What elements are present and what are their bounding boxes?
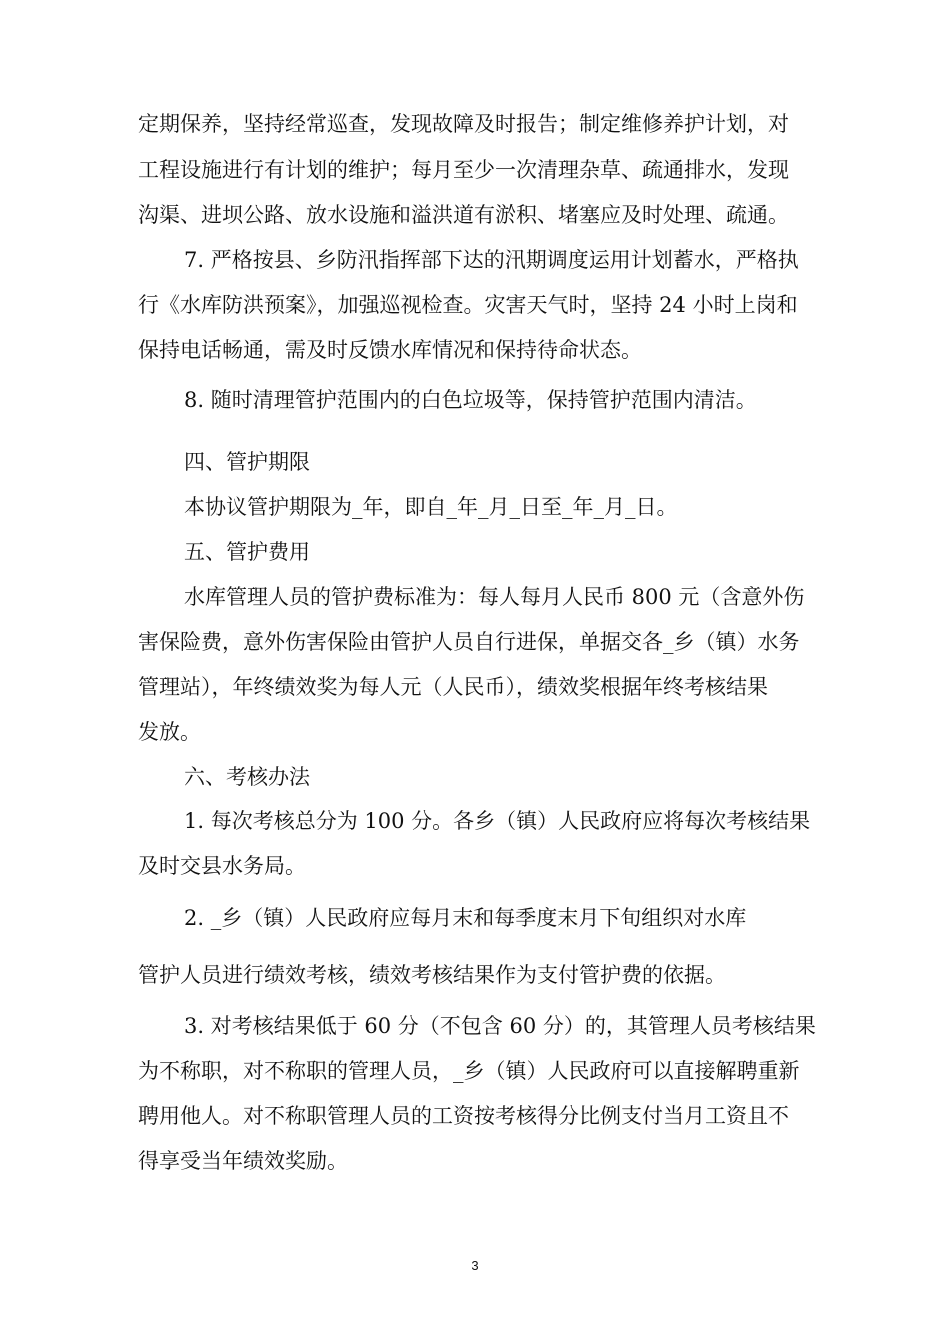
text-line: 沟渠、进坝公路、放水设施和溢洪道有淤积、堵塞应及时处理、疏通。	[138, 203, 789, 227]
text-line: 害保险费，意外伤害保险由管护人员自行进保，单据交各_乡（镇）水务	[138, 630, 800, 654]
page-number: 3	[471, 1258, 479, 1273]
section-heading: 四、管护期限	[184, 450, 310, 474]
text-line: 定期保养，坚持经常巡查，发现故障及时报告；制定维修养护计划，对	[138, 112, 789, 136]
text-line: 管护人员进行绩效考核，绩效考核结果作为支付管护费的依据。	[138, 963, 726, 987]
text-line: 保持电话畅通，需及时反馈水库情况和保持待命状态。	[138, 338, 642, 362]
text-line: 本协议管护期限为_年，即自_年_月_日至_年_月_日。	[184, 495, 678, 519]
text-line: 3. 对考核结果低于 60 分（不包含 60 分）的，其管理人员考核结果	[184, 1014, 816, 1038]
section-heading: 五、管护费用	[184, 540, 310, 564]
text-line: 7. 严格按县、乡防汛指挥部下达的汛期调度运用计划蓄水，严格执	[184, 248, 799, 272]
text-line: 发放。	[138, 720, 201, 744]
text-line: 聘用他人。对不称职管理人员的工资按考核得分比例支付当月工资且不	[138, 1104, 789, 1128]
text-line: 为不称职，对不称职的管理人员，_乡（镇）人民政府可以直接解聘重新	[138, 1059, 800, 1083]
text-line: 1. 每次考核总分为 100 分。各乡（镇）人民政府应将每次考核结果	[184, 809, 811, 833]
text-line: 行《水库防洪预案》，加强巡视检查。灾害天气时，坚持 24 小时上岗和	[138, 293, 798, 317]
section-heading: 六、考核办法	[184, 765, 310, 789]
text-line: 管理站），年终绩效奖为每人元（人民币），绩效奖根据年终考核结果	[138, 675, 768, 699]
text-line: 及时交县水务局。	[138, 854, 306, 878]
text-line: 得享受当年绩效奖励。	[138, 1149, 348, 1173]
text-line: 2. _乡（镇）人民政府应每月末和每季度末月下旬组织对水库	[184, 906, 747, 930]
text-line: 水库管理人员的管护费标准为：每人每月人民币 800 元（含意外伤	[184, 585, 805, 609]
text-line: 8. 随时清理管护范围内的白色垃圾等，保持管护范围内清洁。	[184, 388, 757, 412]
text-line: 工程设施进行有计划的维护；每月至少一次清理杂草、疏通排水，发现	[138, 158, 789, 182]
